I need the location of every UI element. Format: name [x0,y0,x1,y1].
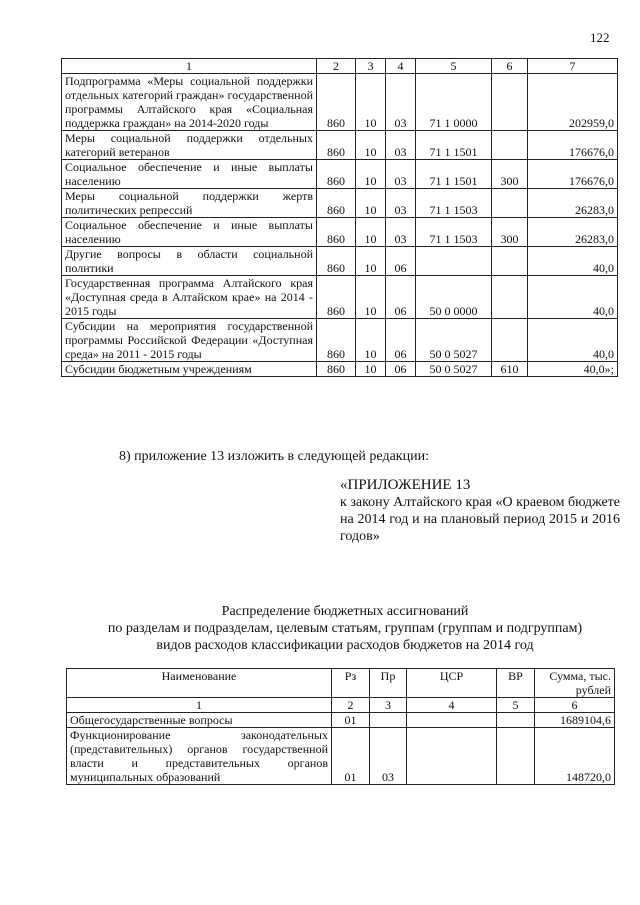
appendix-header [340,477,620,545]
table-row [62,160,618,189]
row-name-cell: Меры социальной поддержки отдельных категорий ветеранов [62,131,317,160]
row-value-cell: 10 [356,218,386,247]
row-value-cell: 10 [356,189,386,218]
row-value-cell: 01 [332,713,370,728]
row-value-cell: 10 [356,276,386,319]
budget-allocation-table [66,668,615,785]
row-value-cell: 10 [356,160,386,189]
row-value-cell: 40,0 [528,319,618,362]
table-row [62,362,618,377]
column-number: 2 [317,59,356,74]
row-value-cell [492,276,528,319]
amendment-paragraph: 8) приложение 13 изложить в следующей редакции: [119,449,429,464]
row-value-cell: 03 [386,74,416,131]
row-value-cell [407,713,497,728]
row-value-cell: 860 [317,131,356,160]
column-header-csr: ЦСР [407,669,497,698]
row-value-cell: 71 1 1503 [416,218,492,247]
row-value-cell: 10 [356,362,386,377]
budget-table-continued [61,58,618,377]
row-value-cell: 50 0 5027 [416,319,492,362]
row-value-cell: 202959,0 [528,74,618,131]
row-value-cell: 71 1 1503 [416,189,492,218]
row-value-cell: 300 [492,160,528,189]
row-name-cell: Подпрограмма «Меры социальной поддержки отдельных категорий граждан» государственной программы Алтайского края «Социальная поддержка граждан» на 2014-2020 годы [62,74,317,131]
row-value-cell: 26283,0 [528,189,618,218]
column-number: 5 [416,59,492,74]
table-row [62,218,618,247]
row-value-cell: 71 1 1501 [416,131,492,160]
column-number: 6 [535,698,615,713]
section-heading-line-3: видов расходов классификации расходов бюджетов на 2014 год [156,638,534,653]
table-row [62,276,618,319]
table-row [62,247,618,276]
row-name-cell: Меры социальной поддержки жертв политических репрессий [62,189,317,218]
column-number: 2 [332,698,370,713]
row-value-cell [416,247,492,276]
row-name-cell: Функционирование законодательных (представительных) органов государственной власти и представительных органов муниципальных образований [67,728,332,785]
page-number: 122 [590,30,610,45]
column-number: 7 [528,59,618,74]
column-number: 3 [370,698,407,713]
row-value-cell: 03 [386,131,416,160]
row-value-cell: 860 [317,247,356,276]
row-value-cell [497,713,535,728]
row-value-cell: 06 [386,319,416,362]
row-value-cell: 176676,0 [528,131,618,160]
row-value-cell: 50 0 5027 [416,362,492,377]
table-number-row [67,698,615,713]
row-value-cell [492,74,528,131]
row-value-cell: 40,0»; [528,362,618,377]
row-value-cell: 300 [492,218,528,247]
row-name-cell: Социальное обеспечение и иные выплаты населению [62,160,317,189]
row-value-cell: 860 [317,160,356,189]
row-value-cell: 610 [492,362,528,377]
row-value-cell: 10 [356,131,386,160]
row-value-cell: 860 [317,362,356,377]
row-value-cell: 148720,0 [535,728,615,785]
row-value-cell: 71 1 1501 [416,160,492,189]
row-value-cell: 176676,0 [528,160,618,189]
row-value-cell: 03 [386,160,416,189]
row-value-cell: 860 [317,319,356,362]
row-value-cell [497,728,535,785]
table-row [62,189,618,218]
column-number: 1 [62,59,317,74]
row-value-cell: 10 [356,319,386,362]
table-header-row [62,59,618,74]
row-value-cell: 03 [386,189,416,218]
row-name-cell: Общегосударственные вопросы [67,713,332,728]
column-number: 3 [356,59,386,74]
column-header-sum: Сумма, тыс. рублей [535,669,615,698]
appendix-title: «ПРИЛОЖЕНИЕ 13 [340,477,471,493]
row-value-cell: 03 [370,728,407,785]
table-header-row [67,669,615,698]
row-value-cell: 40,0 [528,276,618,319]
row-value-cell: 10 [356,74,386,131]
row-value-cell: 06 [386,276,416,319]
row-value-cell [407,728,497,785]
row-value-cell: 860 [317,218,356,247]
table-row [67,728,615,785]
row-name-cell: Субсидии на мероприятия государственной программы Российской Федерации «Доступная среда» на 2011 - 2015 годы [62,319,317,362]
section-heading-line-2: по разделам и подразделам, целевым статьям, группам (группам и подгруппам) [107,621,583,636]
column-number: 1 [67,698,332,713]
row-value-cell: 71 1 0000 [416,74,492,131]
row-value-cell: 40,0 [528,247,618,276]
row-value-cell: 860 [317,189,356,218]
row-name-cell: Социальное обеспечение и иные выплаты населению [62,218,317,247]
column-header-rz: Рз [332,669,370,698]
column-number: 4 [386,59,416,74]
row-value-cell: 03 [386,218,416,247]
table-row [67,713,615,728]
row-value-cell [492,247,528,276]
row-value-cell: 50 0 0000 [416,276,492,319]
row-value-cell: 26283,0 [528,218,618,247]
row-value-cell: 1689104,6 [535,713,615,728]
column-header-pr: Пр [370,669,407,698]
appendix-body: к закону Алтайского края «О краевом бюджете на 2014 год и на плановый период 2015 и 2016 годов» [340,495,620,544]
table-row [62,74,618,131]
row-value-cell [370,713,407,728]
column-number: 5 [497,698,535,713]
row-value-cell [492,319,528,362]
row-value-cell: 06 [386,362,416,377]
row-value-cell: 06 [386,247,416,276]
row-value-cell [492,131,528,160]
column-header-name: Наименование [67,669,332,698]
row-value-cell: 01 [332,728,370,785]
column-number: 6 [492,59,528,74]
row-value-cell: 10 [356,247,386,276]
column-header-vr: ВР [497,669,535,698]
row-value-cell [492,189,528,218]
row-name-cell: Государственная программа Алтайского края «Доступная среда в Алтайском крае» на 2014 - 2015 годы [62,276,317,319]
row-value-cell: 860 [317,276,356,319]
column-number: 4 [407,698,497,713]
section-heading-line-1: Распределение бюджетных ассигнований [221,604,469,619]
row-value-cell: 860 [317,74,356,131]
table-row [62,131,618,160]
table-row [62,319,618,362]
row-name-cell: Субсидии бюджетным учреждениям [62,362,317,377]
row-name-cell: Другие вопросы в области социальной политики [62,247,317,276]
